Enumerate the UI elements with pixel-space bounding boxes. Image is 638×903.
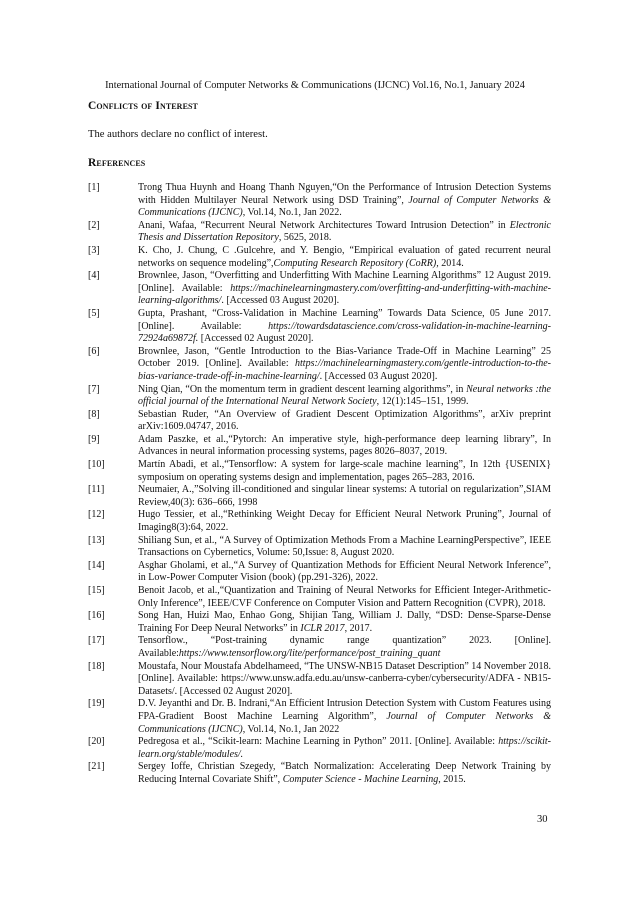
reference-text: [138, 220, 551, 245]
reference-italic-segment: https://www.tensorflow.org/lite/performance/post_training_quant: [178, 647, 441, 659]
reference-segment: Moustafa, Nour Moustafa Abdelhameed, “The UNSW-NB15 Dataset Description” 14 November 2018. [Online]. Available: https://www.unsw.adfa.edu.au/unsw-canberra-cyber/cybersecurity/ADFA - NB15-Datasets/. [Accessed 02 August 2020].: [138, 660, 551, 697]
reference-item: [88, 270, 551, 308]
reference-segment: Brownlee, Jason, “Gentle Introduction to the Bias-Variance Trade-Off in Machine Learning” 25 October 2019. [Online]. Available:: [138, 345, 551, 370]
reference-italic-segment: https://machinelearningmastery.com/gentle-introduction-to-the-bias-variance-trade-off-in-machine-learning/: [138, 358, 551, 382]
reference-segment: Sebastian Ruder, “An Overview of Gradient Descent Optimization Algorithms”, arXiv preprint arXiv:1609.04747, 2016.: [138, 408, 551, 433]
reference-italic-segment: https://scikit-learn.org/stable/modules/.: [138, 736, 551, 760]
reference-italic-segment: Electronic Thesis and Dissertation Repository: [138, 219, 551, 244]
reference-list: [88, 182, 551, 787]
reference-text: [138, 308, 551, 346]
reference-segment: , Vol.14, No.1, Jan 2022: [242, 723, 340, 735]
reference-number: [3]: [88, 244, 100, 256]
reference-item: [88, 560, 551, 585]
reference-italic-segment: ICLR 2017: [300, 622, 345, 634]
reference-text: [138, 182, 551, 220]
journal-header: International Journal of Computer Networks & Communications (IJCNC) Vol.16, No.1, January 2024: [105, 80, 525, 91]
reference-text: [138, 610, 551, 635]
reference-text: [138, 535, 551, 560]
reference-text: [138, 459, 551, 484]
reference-item: [88, 761, 551, 786]
reference-number: [20]: [88, 736, 105, 748]
reference-number: [19]: [88, 698, 105, 710]
reference-number: [10]: [88, 459, 105, 471]
reference-item: [88, 484, 551, 509]
reference-segment: . [Accessed 03 August 2020].: [221, 295, 340, 307]
reference-segment: K. Cho, J. Chung, C .Gulcehre, and Y. Bengio, “Empirical evaluation of gated recurrent neural networks on sequence modeling”,: [138, 244, 551, 269]
reference-number: [7]: [88, 383, 100, 395]
reference-text: [138, 484, 551, 509]
reference-segment: [Accessed 02 August 2020].: [198, 333, 314, 345]
reference-number: [1]: [88, 182, 100, 193]
reference-number: [4]: [88, 270, 100, 282]
reference-number: [8]: [88, 408, 100, 420]
reference-item: [88, 384, 551, 409]
reference-segment: , Vol.14, No.1, Jan 2022.: [242, 207, 342, 219]
reference-italic-segment: Journal of Computer Networks & Communications (IJCNC): [138, 710, 551, 735]
reference-number: [12]: [88, 509, 105, 521]
reference-segment: , 2015.: [438, 773, 466, 785]
reference-item: [88, 509, 551, 534]
reference-segment: Gupta, Prashant, “Cross-Validation in Machine Learning” Towards Data Science, 05 June 2017. [Online]. Available:: [138, 307, 551, 332]
reference-segment: Brownlee, Jason, “Overfitting and Underfitting With Machine Learning Algorithms” 12 August 2019. [Online]. Available:: [138, 270, 551, 294]
reference-item: [88, 635, 551, 660]
reference-text: [138, 698, 551, 736]
reference-item: [88, 245, 551, 270]
reference-segment: Pedregosa et al., “Scikit-learn: Machine Learning in Python” 2011. [Online]. Available:: [138, 736, 499, 748]
reference-text: [138, 736, 551, 761]
reference-item: [88, 585, 551, 610]
reference-text: [138, 245, 551, 270]
reference-segment: Trong Thua Huynh and Hoang Thanh Nguyen,“On the Performance of Intrusion Detection Systems with Hidden Multilayer Neural Network using DSD Training”,: [138, 182, 551, 206]
reference-segment: D.V. Jeyanthi and Dr. B. Indrani,“An Efficient Intrusion Detection System with Custom Features using FPA-Gradient Boost Machine Learning Algorithm”,: [138, 698, 551, 722]
reference-segment: Sergey Ioffe, Christian Szegedy, “Batch Normalization: Accelerating Deep Network Training by Reducing Internal Covariate Shift”,: [138, 761, 551, 785]
page-number: 30: [537, 814, 548, 825]
reference-segment: Ning Qian, “On the momentum term in gradient descent learning algorithms”, in: [138, 383, 467, 395]
reference-number: [9]: [88, 433, 100, 445]
reference-segment: Adam Paszke, et al.,“Pytorch: An imperative style, high-performance deep learning library”, In Advances in neural information processing systems, pages 8026–8037, 2019.: [138, 433, 551, 458]
reference-segment: Neumaier, A.,”Solving ill-conditioned and singular linear systems: A tutorial on regularization”,SIAM Review,40(3): 636–666, 1998: [138, 484, 551, 508]
reference-item: [88, 736, 551, 761]
reference-number: [13]: [88, 534, 105, 546]
reference-text: [138, 384, 551, 409]
reference-item: [88, 220, 551, 245]
conflicts-statement: The authors declare no conflict of interest.: [88, 129, 268, 140]
references-heading: References: [88, 157, 146, 169]
reference-segment: . [Accessed 03 August 2020].: [319, 370, 438, 382]
reference-item: [88, 535, 551, 560]
reference-text: [138, 560, 551, 585]
reference-item: [88, 182, 551, 220]
reference-number: [5]: [88, 307, 100, 319]
reference-text: [138, 509, 551, 534]
reference-italic-segment: Computing Research Repository (CoRR),: [273, 257, 439, 269]
reference-segment: Martín Abadi, et al.,“Tensorflow: A system for large-scale machine learning”, In 12th {USENIX} symposium on operating systems design and implementation, pages 265–283, 2016.: [138, 459, 551, 483]
reference-segment: Tensorflow., “Post-training dynamic range quantization” 2023. [Online]. Available:: [138, 635, 551, 659]
reference-text: [138, 761, 551, 786]
reference-item: [88, 661, 551, 699]
reference-segment: Song Han, Huizi Mao, Enhao Gong, Shijian Tang, William J. Dally, “DSD: Dense-Sparse-Dense Training For Deep Neural Networks” in: [138, 610, 551, 634]
reference-item: [88, 308, 551, 346]
reference-segment: Asghar Gholami, et al.,“A Survey of Quantization Methods for Efficient Neural Network Inference”, in Low-Power Computer Vision (book) (pp.291-326), 2022.: [138, 559, 551, 584]
reference-segment: , 12(1):145–151, 1999.: [376, 396, 469, 408]
reference-number: [21]: [88, 761, 105, 773]
reference-text: [138, 270, 551, 308]
reference-text: [138, 661, 551, 699]
reference-item: [88, 610, 551, 635]
reference-italic-segment: Computer Science - Machine Learning: [282, 773, 439, 785]
reference-segment: Anani, Wafaa, “Recurrent Neural Network Architectures Toward Intrusion Detection” in: [138, 219, 510, 231]
reference-number: [16]: [88, 610, 105, 622]
reference-item: [88, 409, 551, 434]
reference-italic-segment: https://machinelearningmastery.com/overfitting-and-underfitting-with-machine-learning-algorithms/: [138, 282, 551, 307]
reference-number: [6]: [88, 345, 100, 357]
reference-number: [18]: [88, 660, 105, 672]
reference-text: [138, 585, 551, 610]
reference-number: [17]: [88, 635, 105, 647]
reference-item: [88, 459, 551, 484]
reference-text: [138, 434, 551, 459]
reference-italic-segment: Neural networks :the official journal of the International Neural Network Society: [138, 383, 551, 408]
reference-text: [138, 409, 551, 434]
reference-segment: Shiliang Sun, et al., “A Survey of Optimization Methods From a Machine LearningPerspective”, IEEE Transactions on Cybernetics, Volume: 50,Issue: 8, August 2020.: [138, 534, 551, 559]
reference-text: [138, 346, 551, 384]
reference-number: [14]: [88, 559, 105, 571]
reference-number: [11]: [88, 484, 105, 496]
reference-item: [88, 346, 551, 384]
reference-segment: Benoit Jacob, et al.,“Quantization and Training of Neural Networks for Efficient Integer-Arithmetic-Only Inference”, IEEE/CVF Conference on Computer Vision and Pattern Recognition (CVPR), 2018.: [138, 585, 551, 609]
reference-italic-segment: https://towardsdatascience.com/cross-validation-in-machine-learning-72924a69872f.: [138, 320, 551, 345]
reference-item: [88, 698, 551, 736]
reference-segment: , 5625, 2018.: [278, 232, 332, 244]
reference-number: [2]: [88, 219, 100, 231]
reference-segment: Hugo Tessier, et al.,“Rethinking Weight Decay for Efficient Neural Network Pruning”, Journal of Imaging8(3):64, 2022.: [138, 509, 551, 534]
reference-italic-segment: Journal of Computer Networks & Communications (IJCNC): [138, 194, 552, 219]
reference-segment: , 2017.: [344, 622, 373, 634]
reference-item: [88, 434, 551, 459]
reference-text: [138, 635, 551, 660]
reference-number: [15]: [88, 585, 105, 596]
reference-segment: 2014.: [438, 257, 464, 269]
conflicts-heading: Conflicts of Interest: [88, 100, 198, 112]
